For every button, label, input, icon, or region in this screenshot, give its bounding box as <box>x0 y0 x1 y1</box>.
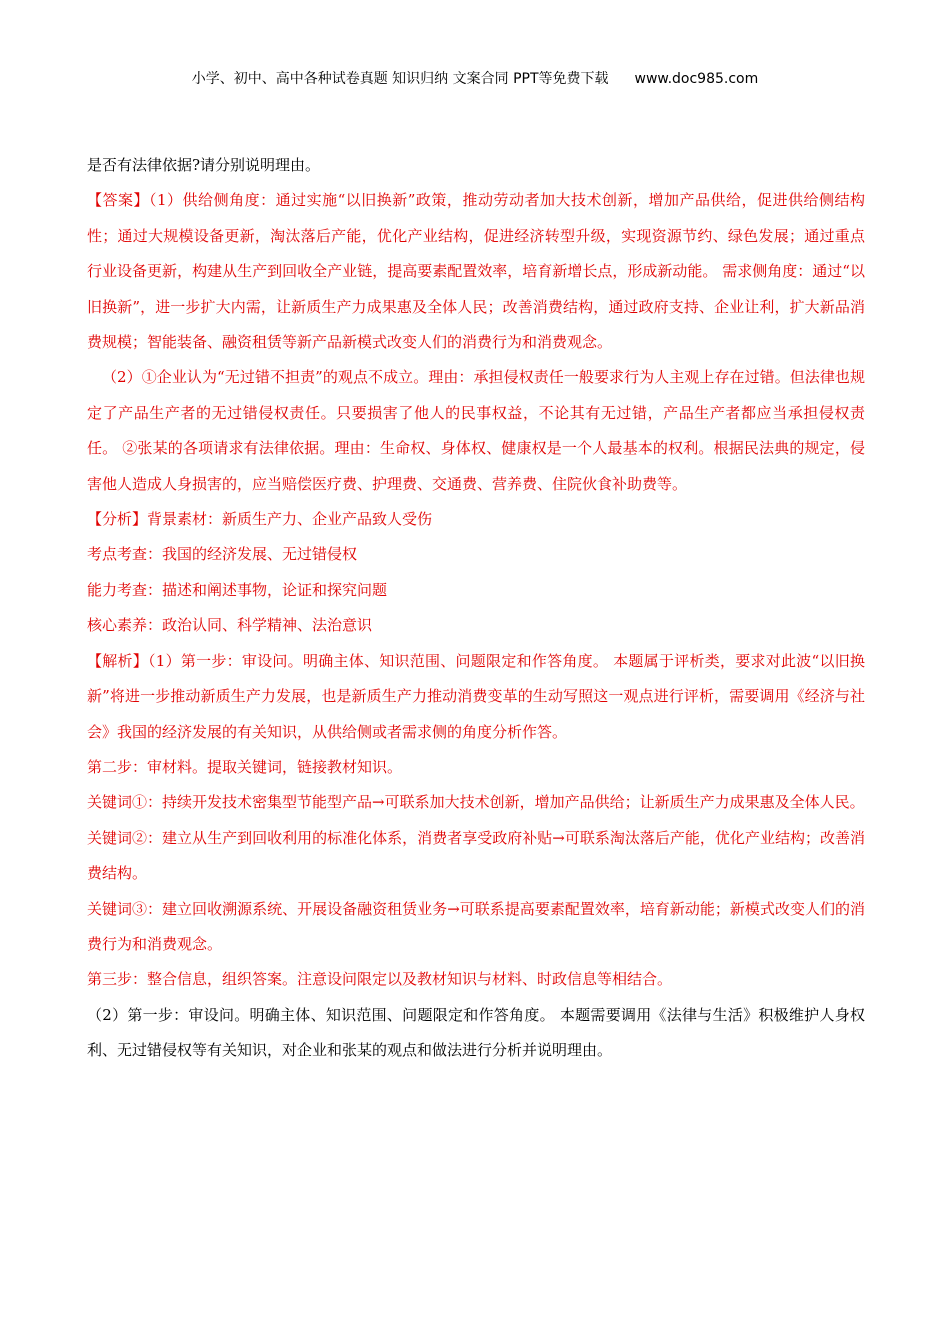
paragraph-analysis-points: 考点考查：我国的经济发展、无过错侵权 <box>87 545 358 564</box>
paragraph-keyword-2: 关键词②：建立从生产到回收利用的标准化体系，消费者享受政府补贴→可联系淘汰落后产能，优化产业结构；改善消费结构。 <box>87 828 865 883</box>
paragraph-step-3: 第三步：整合信息，组织答案。注意设问限定以及教材知识与材料、时政信息等相结合。 <box>87 970 673 989</box>
paragraph-keyword-1: 关键词①：持续开发技术密集型节能型产品→可联系加大技术创新，增加产品供给；让新质生产力成果惠及全体人民。 <box>87 793 865 812</box>
paragraph-explanation-1: 【解析】（1）第一步：审设问。明确主体、知识范围、问题限定和作答角度。 本题属于评析类，要求对此波“以旧换新”将进一步推动新质生产力发展，也是新质生产力推动消费变革的生动写照这一观点进行评析，需要调用《经济与社会》我国的经济发展的有关知识，从供给侧或者需求侧的角度分析作答。 <box>87 651 865 741</box>
paragraph-step-2: 第二步：审材料。提取关键词，链接教材知识。 <box>87 757 403 776</box>
header-site-url: www.doc985.com <box>634 71 759 87</box>
page-header <box>0 68 950 88</box>
document-body <box>87 148 865 1069</box>
paragraph-answer-1: 【答案】（1）供给侧角度：通过实施“以旧换新”政策，推动劳动者加大技术创新，增加产品供给，促进供给侧结构性；通过大规模设备更新，淘汰落后产能，优化产业结构，促进经济转型升级，实现资源节约、绿色发展；通过重点行业设备更新，构建从生产到回收全产业链，提高要素配置效率，培育新增长点，形成新动能。 需求侧角度：通过“以旧换新”，进一步扩大内需，让新质生产力成果惠及全体人民；改善消费结构，通过政府支持、企业让利，扩大新品消费规模；智能装备、融资租赁等新产品新模式改变人们的消费行为和消费观念。 <box>87 191 865 352</box>
paragraph-explanation-2: （2）第一步：审设问。明确主体、知识范围、问题限定和作答角度。 本题需要调用《法律与生活》积极维护人身权利、无过错侵权等有关知识，对企业和张某的观点和做法进行分析并说明理由。 <box>87 1005 865 1060</box>
header-text: 小学、初中、高中各种试卷真题 知识归纳 文案合同 PPT等免费下载 <box>191 71 609 87</box>
paragraph-analysis-ability: 能力考查：描述和阐述事物，论证和探究问题 <box>87 580 388 599</box>
paragraph-answer-2: （2）①企业认为“无过错不担责”的观点不成立。理由：承担侵权责任一般要求行为人主观上存在过错。但法律也规定了产品生产者的无过错侵权责任。只要损害了他人的民事权益，不论其有无过错，产品生产者都应当承担侵权责任。 ②张某的各项请求有法律依据。理由：生命权、身体权、健康权是一个人最基本的权利。根据民法典的规定，侵害他人造成人身损害的，应当赔偿医疗费、护理费、交通费、营养费、住院伙食补助费等。 <box>87 368 865 493</box>
paragraph-keyword-3: 关键词③：建立回收溯源系统、开展设备融资租赁业务→可联系提高要素配置效率，培育新动能；新模式改变人们的消费行为和消费观念。 <box>87 899 865 953</box>
paragraph-analysis-literacy: 核心素养：政治认同、科学精神、法治意识 <box>87 616 373 635</box>
paragraph-question-tail: 是否有法律依据?请分别说明理由。 <box>87 156 321 174</box>
paragraph-analysis-background: 【分析】背景素材：新质生产力、企业产品致人受伤 <box>87 510 433 529</box>
